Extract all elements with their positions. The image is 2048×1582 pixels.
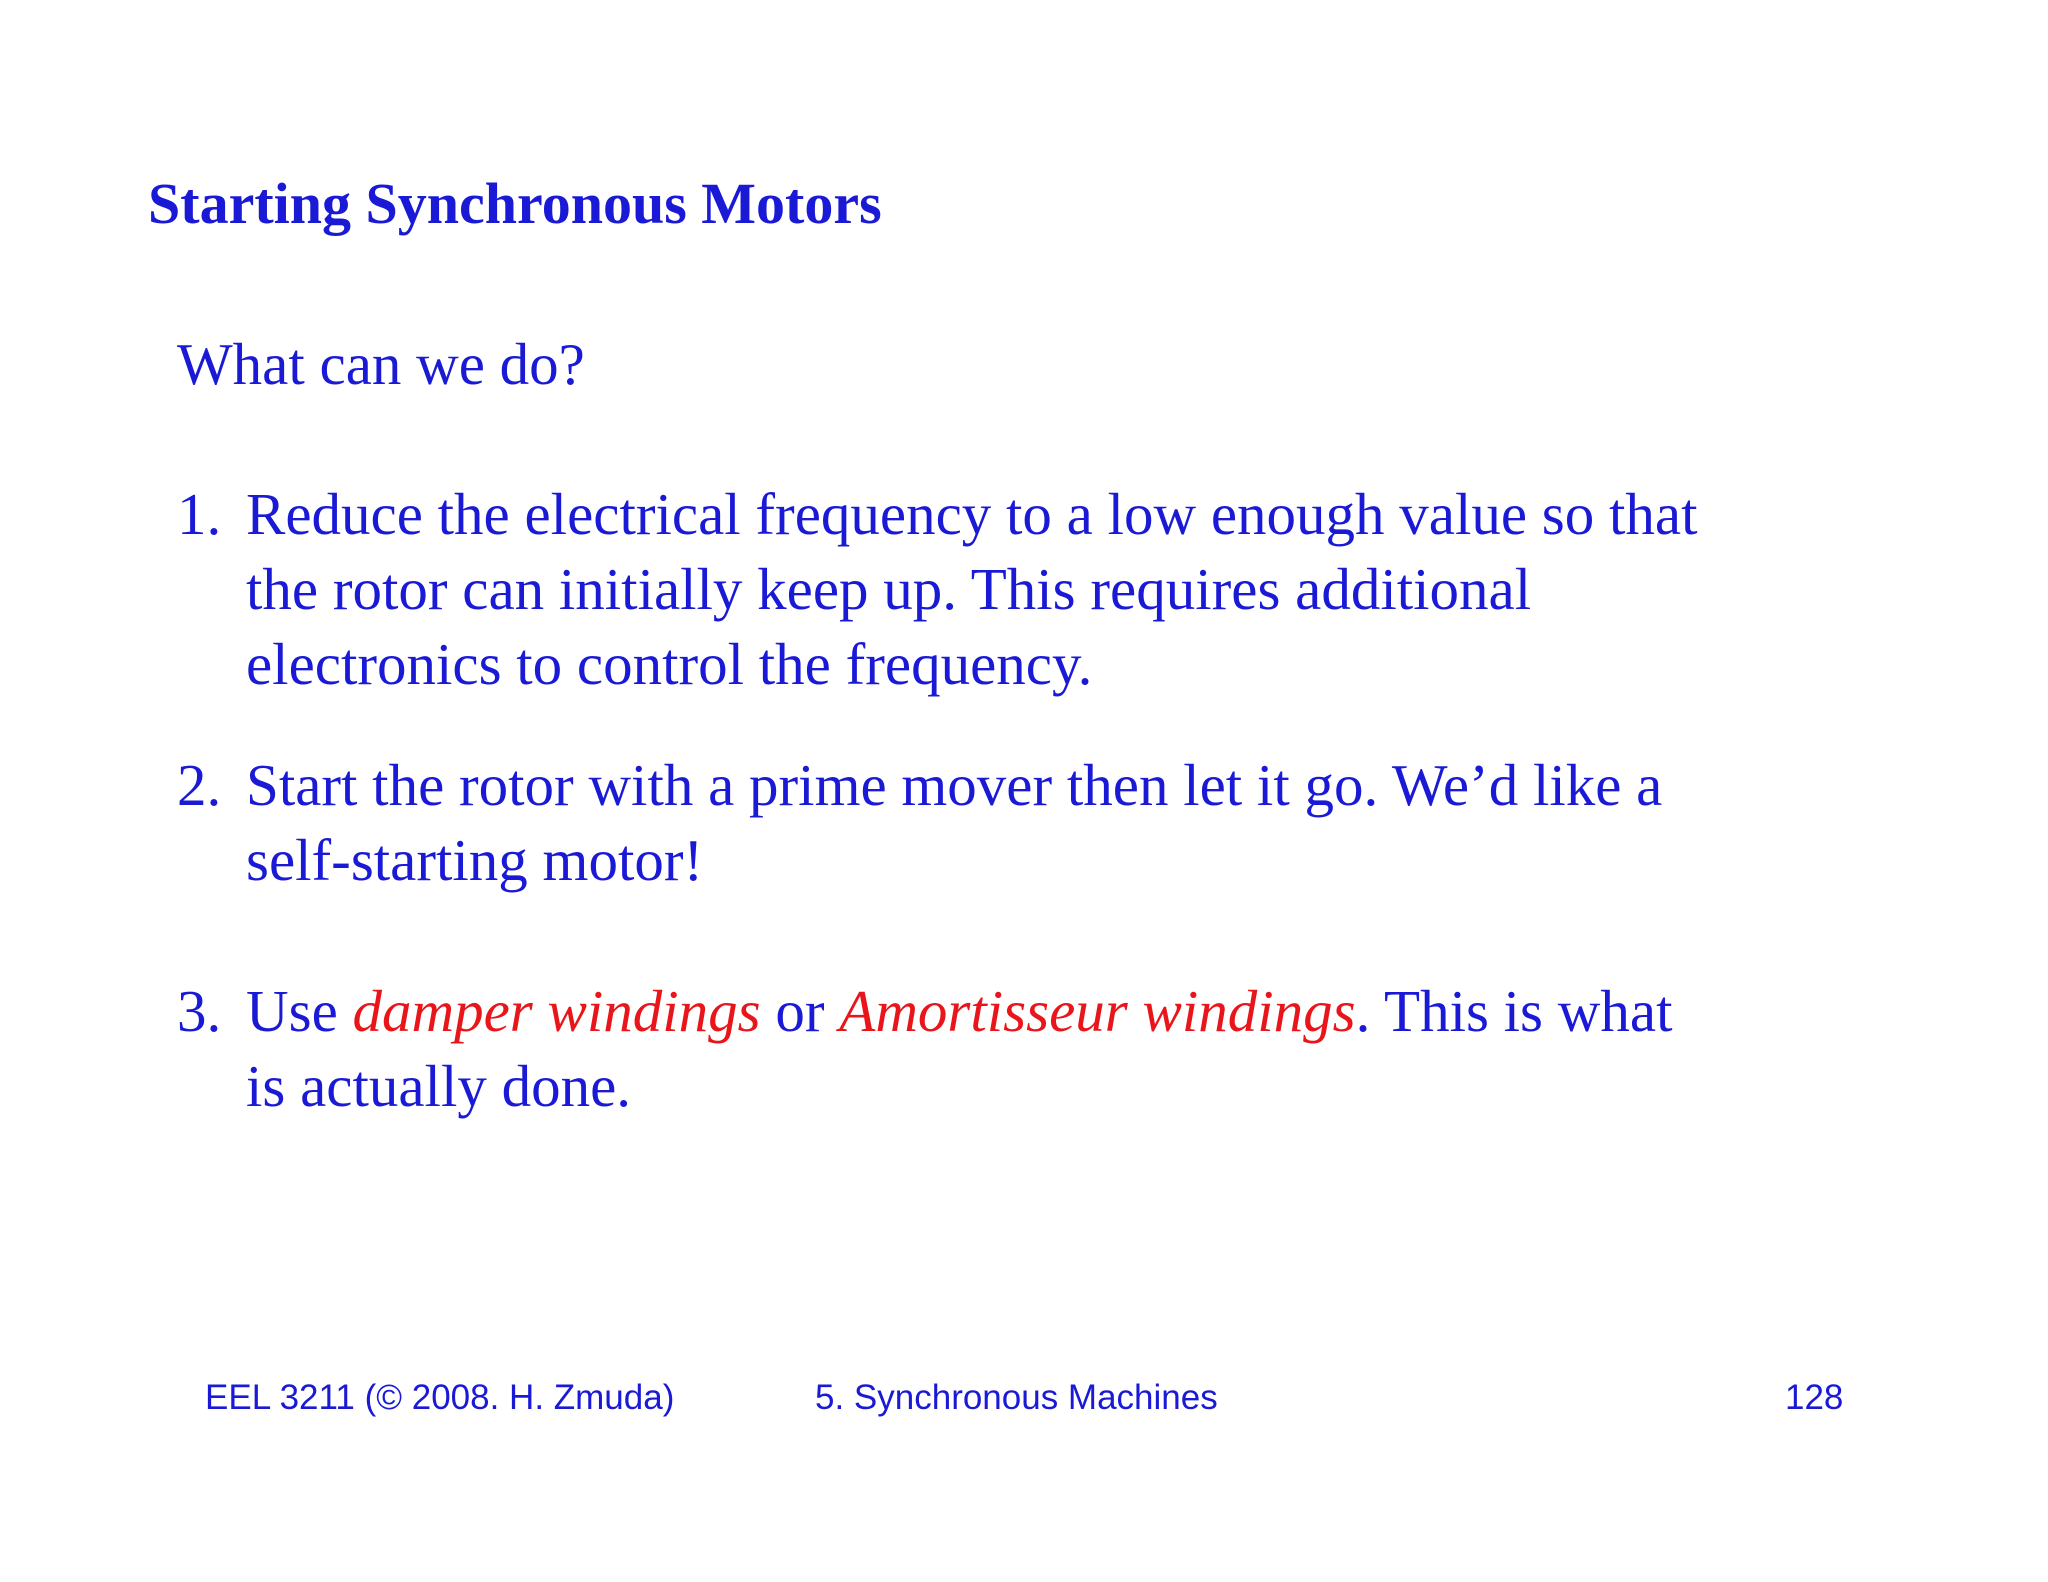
list-item-number: 1. — [177, 481, 222, 547]
footer-chapter: 5. Synchronous Machines — [815, 1378, 1218, 1417]
intro-question: What can we do? — [177, 331, 585, 397]
list-item-line: self-starting motor! — [246, 827, 704, 893]
emphasis-amortisseur-windings: Amortisseur windings — [839, 978, 1356, 1044]
list-item-line: Start the rotor with a prime mover then let it go. We’d like a — [246, 752, 1663, 818]
list-item-text — [246, 748, 1662, 898]
footer-course: EEL 3211 (© 2008. H. Zmuda) — [205, 1378, 675, 1417]
list-item-line: electronics to control the frequency. — [246, 631, 1093, 697]
list-item-number: 2. — [177, 752, 222, 818]
text-segment: or — [760, 978, 840, 1044]
list-item-line: is actually done. — [246, 1053, 632, 1119]
list-item-line: Reduce the electrical frequency to a low enough value so that — [246, 481, 1698, 547]
list-item-number: 3. — [177, 978, 222, 1044]
text-segment: Use — [246, 978, 353, 1044]
list-item-text — [246, 974, 1672, 1124]
text-segment: . This is what — [1355, 978, 1673, 1044]
footer-page-number: 128 — [1785, 1378, 1844, 1417]
slide-title: Starting Synchronous Motors — [148, 171, 882, 236]
list-item-line — [246, 974, 1672, 1049]
emphasis-damper-windings: damper windings — [352, 978, 761, 1044]
list-item-line: the rotor can initially keep up. This requires additional — [246, 556, 1532, 622]
list-item-text — [246, 477, 1697, 702]
